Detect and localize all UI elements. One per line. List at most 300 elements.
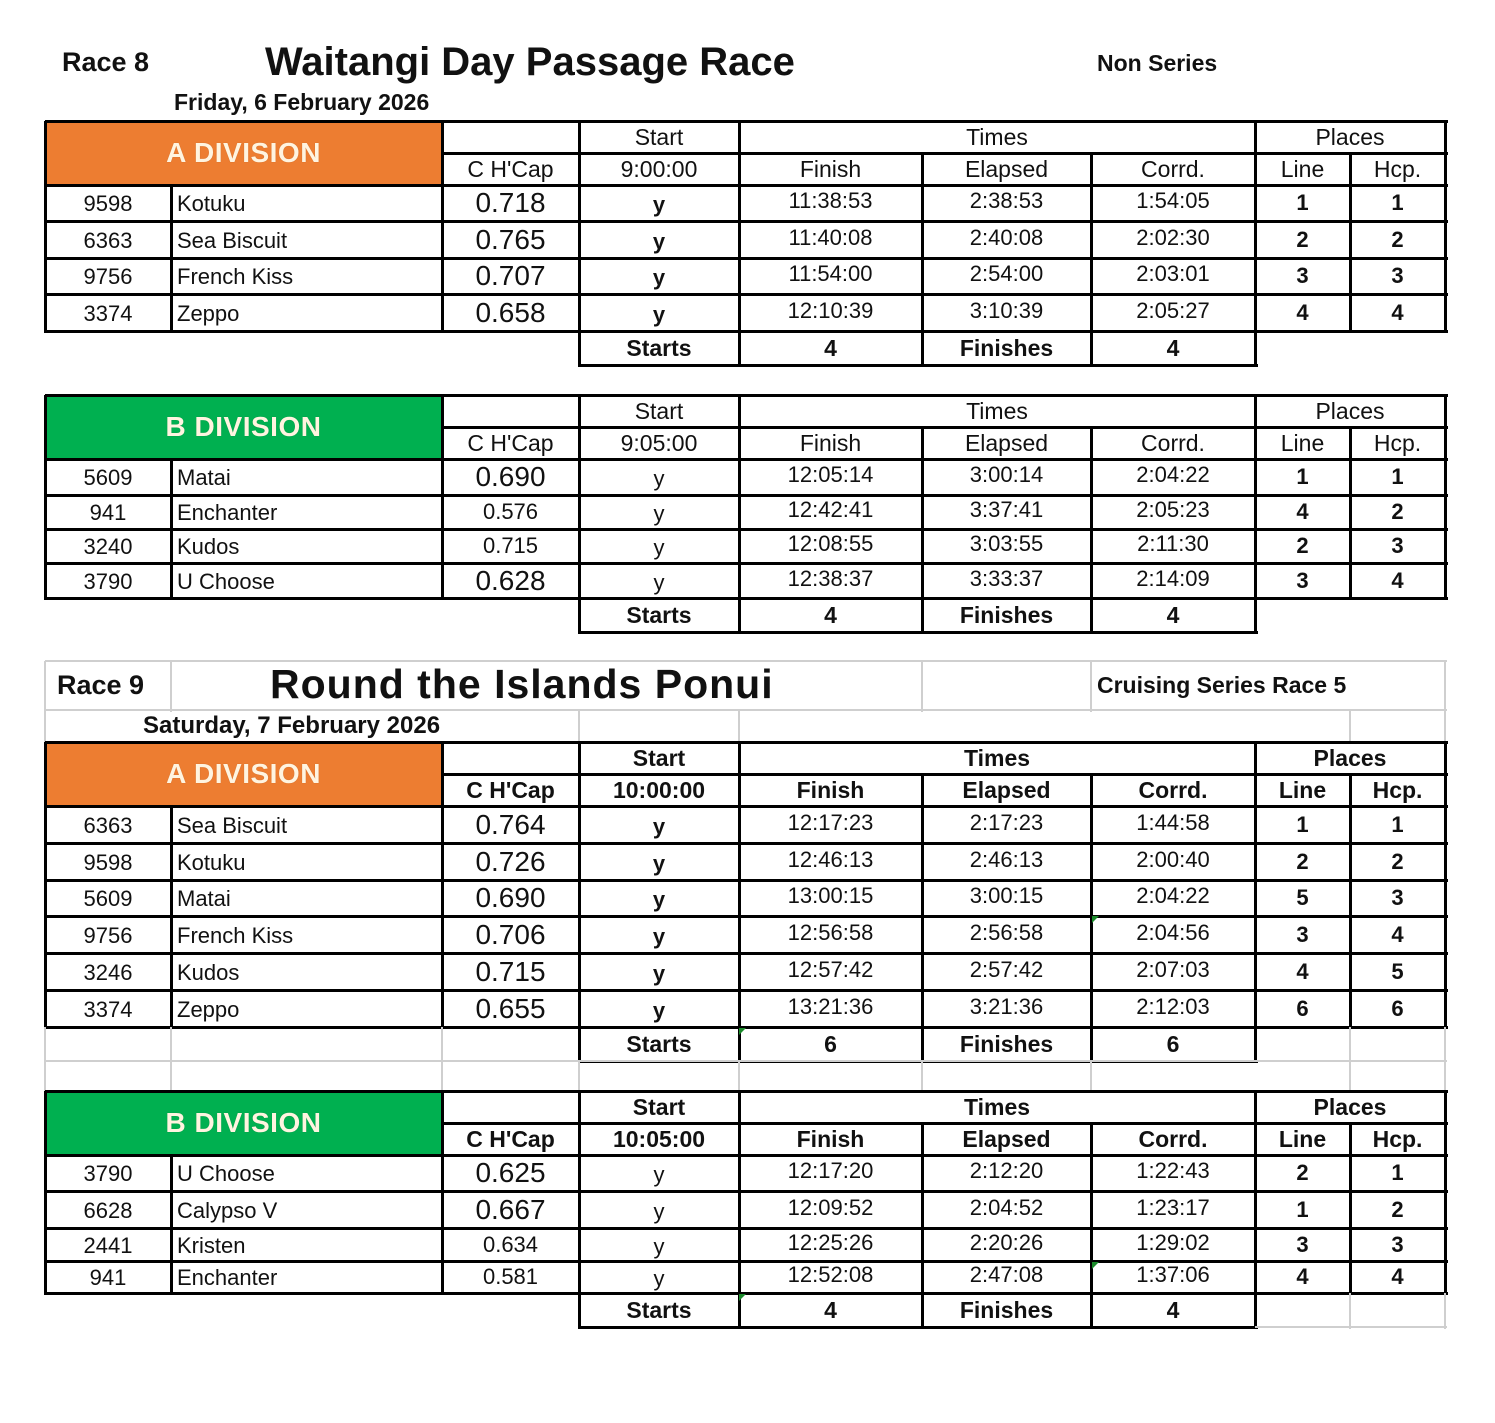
rule <box>1444 806 1447 845</box>
line-place: 1 <box>1296 1196 1309 1222</box>
rule <box>1254 880 1257 918</box>
rule <box>738 843 741 882</box>
rule <box>170 953 173 992</box>
rule <box>1349 495 1352 531</box>
sail-number: 9756 <box>83 264 133 289</box>
rule <box>1349 1155 1352 1193</box>
rule <box>44 1091 47 1157</box>
times-header: Times <box>963 1093 1031 1120</box>
rule <box>45 741 1448 744</box>
finish-time: 12:57:42 <box>787 956 874 982</box>
line-header: Line <box>1278 1125 1327 1152</box>
chcap-value: 0.706 <box>475 918 546 950</box>
rule <box>1254 1155 1257 1193</box>
started-flag: y <box>652 192 666 217</box>
rule <box>170 258 173 296</box>
rule <box>1349 427 1352 461</box>
rule <box>1349 990 1352 1029</box>
finish-time: 12:56:58 <box>787 919 874 945</box>
rule <box>1090 806 1093 845</box>
finish-time: 12:25:26 <box>787 1229 874 1255</box>
race-date: Friday, 6 February 2026 <box>174 89 430 115</box>
finish-time: 13:21:36 <box>787 993 874 1019</box>
rule <box>921 529 924 565</box>
started-flag: y <box>652 887 666 912</box>
start-header: Start <box>632 744 686 771</box>
corrected-header: Corrd. <box>1141 155 1205 182</box>
rule <box>578 953 581 992</box>
started-flag: y <box>653 535 665 560</box>
rule <box>441 185 444 223</box>
rule <box>45 1090 1448 1093</box>
corrected-header: Corrd. <box>1138 1125 1208 1152</box>
rule <box>1349 153 1352 187</box>
grid-line <box>170 661 172 712</box>
corrected-header: Corrd. <box>1141 429 1205 456</box>
rule <box>1349 880 1352 918</box>
finishes-label: Finishes <box>959 1296 1054 1323</box>
boat-name: French Kiss <box>177 922 294 948</box>
rule <box>738 598 741 634</box>
started-flag: y <box>653 1266 665 1291</box>
rule <box>441 806 444 845</box>
rule <box>1349 563 1352 600</box>
started-flag: y <box>653 466 665 491</box>
grid-line <box>1090 1061 1092 1093</box>
elapsed-time: 2:57:42 <box>969 956 1044 982</box>
chcap-value: 0.655 <box>475 992 546 1024</box>
started-flag: y <box>653 501 665 526</box>
rule <box>170 1155 173 1193</box>
rule <box>1349 459 1352 497</box>
rule <box>1254 258 1257 296</box>
rule <box>578 598 581 634</box>
line-place: 2 <box>1296 533 1309 558</box>
finish-time: 12:05:14 <box>787 462 874 487</box>
places-header: Places <box>1315 123 1385 150</box>
rule <box>578 185 581 223</box>
hcp-place: 3 <box>1391 885 1404 910</box>
rule <box>1349 806 1352 845</box>
rule <box>441 742 444 808</box>
rule <box>738 1261 741 1295</box>
comment-marker-icon <box>739 1028 746 1035</box>
rule <box>1254 598 1257 634</box>
a_division-banner: A DIVISION <box>45 742 442 806</box>
finishes-count: 6 <box>1166 1030 1180 1057</box>
rule <box>1254 459 1257 497</box>
rule <box>1444 1155 1447 1193</box>
rule <box>44 953 47 992</box>
rule <box>1444 221 1447 260</box>
sail-number: 3790 <box>83 1161 133 1186</box>
elapsed-header: Elapsed <box>964 429 1049 456</box>
elapsed-time: 3:37:41 <box>969 497 1044 522</box>
started-flag: y <box>653 569 665 595</box>
elapsed-time: 3:00:15 <box>969 883 1044 908</box>
elapsed-header: Elapsed <box>962 1125 1051 1152</box>
grid-line <box>921 661 923 712</box>
rule <box>441 121 444 187</box>
rule <box>1444 395 1447 461</box>
comment-marker-icon <box>739 1294 746 1301</box>
elapsed-time: 3:21:36 <box>969 993 1044 1019</box>
hcp-header: Hcp. <box>1372 1125 1423 1152</box>
rule <box>578 1228 581 1263</box>
line-place: 2 <box>1296 1160 1309 1185</box>
boat-name: Kotuku <box>177 849 246 875</box>
started-flag: y <box>652 997 666 1023</box>
rule <box>579 364 1258 367</box>
times-header: Times <box>966 123 1028 150</box>
grid-line <box>1444 661 1446 744</box>
rule <box>921 185 924 223</box>
started-flag: y <box>653 1162 665 1187</box>
rule <box>1090 529 1093 565</box>
line-header: Line <box>1280 155 1325 182</box>
chcap-value: 0.726 <box>475 845 546 877</box>
rule <box>738 742 741 808</box>
rule <box>738 185 741 223</box>
elapsed-time: 2:46:13 <box>969 846 1044 872</box>
rule <box>1444 880 1447 918</box>
sail-number: 941 <box>89 500 127 525</box>
rule <box>578 221 581 260</box>
rule <box>921 221 924 260</box>
boat-name: Enchanter <box>177 1265 278 1290</box>
corrected-time: 2:00:40 <box>1136 846 1210 872</box>
rule <box>738 121 741 187</box>
finish-header: Finish <box>796 1125 865 1152</box>
rule <box>1090 495 1093 531</box>
grid-line <box>578 1061 580 1093</box>
started-flag: y <box>653 1233 665 1259</box>
start-time: 9:00:00 <box>620 155 698 182</box>
rule <box>1444 258 1447 296</box>
rule <box>578 916 581 955</box>
boat-name: Sea Biscuit <box>177 227 288 253</box>
finish-header: Finish <box>799 155 862 182</box>
elapsed-time: 2:47:08 <box>969 1262 1044 1287</box>
sail-number: 3240 <box>83 534 133 559</box>
finish-time: 13:00:15 <box>787 883 874 908</box>
grid-line <box>45 1060 581 1062</box>
rule <box>1090 185 1093 223</box>
line-place: 4 <box>1296 958 1309 984</box>
rule <box>738 529 741 565</box>
line-place: 3 <box>1296 1231 1309 1257</box>
rule <box>1444 990 1447 1029</box>
started-flag: y <box>652 813 666 839</box>
sail-number: 5609 <box>83 886 133 911</box>
start-time: 10:05:00 <box>612 1125 706 1152</box>
rule <box>1254 185 1257 223</box>
chcap-value: 0.576 <box>482 499 539 524</box>
boat-name: Zeppo <box>177 300 240 326</box>
times-header: Times <box>963 744 1031 771</box>
started-flag: y <box>652 228 666 254</box>
rule <box>1254 495 1257 531</box>
rule <box>579 631 1258 634</box>
hcp-place: 4 <box>1391 921 1404 947</box>
rule <box>441 1091 444 1157</box>
rule <box>1090 427 1093 461</box>
elapsed-time: 3:03:55 <box>969 531 1044 556</box>
sail-number: 3374 <box>83 996 133 1022</box>
boat-name: Kudos <box>177 959 240 985</box>
rule <box>1254 529 1257 565</box>
sail-number: 941 <box>89 1265 127 1290</box>
rule <box>1254 953 1257 992</box>
rule <box>44 806 47 845</box>
rule <box>921 1261 924 1295</box>
rule <box>1254 990 1257 1029</box>
sail-number: 6628 <box>83 1197 133 1223</box>
grid-line <box>170 1027 172 1093</box>
start-header: Start <box>632 1093 686 1120</box>
finish-time: 11:38:53 <box>788 188 873 213</box>
rule <box>1090 1155 1093 1193</box>
finishes-label: Finishes <box>959 334 1054 361</box>
corrected-time: 2:12:03 <box>1136 993 1210 1019</box>
started-flag: y <box>652 301 666 327</box>
line-header: Line <box>1278 776 1327 803</box>
rule <box>441 953 444 992</box>
grid-line <box>1090 661 1092 712</box>
rule <box>1444 1261 1447 1295</box>
corrected-time: 2:05:23 <box>1136 497 1210 522</box>
grid-line <box>921 1061 923 1093</box>
corrected-time: 1:54:05 <box>1136 188 1210 213</box>
rule <box>1349 529 1352 565</box>
start-time: 10:00:00 <box>612 776 706 803</box>
grid-line <box>44 1027 46 1093</box>
line-place: 3 <box>1296 567 1309 593</box>
chcap-value: 0.718 <box>475 187 546 218</box>
corrected-time: 1:37:06 <box>1136 1262 1210 1287</box>
hcp-place: 4 <box>1391 567 1404 593</box>
rule <box>170 1228 173 1263</box>
corrected-time: 2:11:30 <box>1137 531 1209 556</box>
rule <box>441 294 444 333</box>
hcp-place: 6 <box>1391 995 1404 1021</box>
rule <box>441 1191 444 1230</box>
rule <box>1349 1123 1352 1157</box>
elapsed-time: 2:12:20 <box>969 1158 1044 1183</box>
rule <box>738 294 741 333</box>
finishes-label: Finishes <box>959 1030 1054 1057</box>
finish-time: 11:40:08 <box>788 224 873 250</box>
rule <box>1254 563 1257 600</box>
finish-time: 12:52:08 <box>787 1262 874 1287</box>
rule <box>578 742 581 808</box>
corrected-time: 2:03:01 <box>1136 261 1210 286</box>
line-place: 3 <box>1296 921 1309 947</box>
rule <box>170 806 173 845</box>
finish-time: 12:42:41 <box>787 497 874 522</box>
started-flag: y <box>653 1198 665 1224</box>
chcap-value: 0.690 <box>475 882 546 913</box>
started-flag: y <box>652 923 666 949</box>
rule <box>578 1293 581 1329</box>
boat-name: U Choose <box>177 568 275 594</box>
rule <box>44 529 47 565</box>
b_division-banner: B DIVISION <box>45 1091 442 1155</box>
rule <box>1090 1191 1093 1230</box>
rule <box>170 459 173 497</box>
rule <box>1090 1027 1093 1063</box>
start-header: Start <box>634 397 684 424</box>
rule <box>1349 1261 1352 1295</box>
line-place: 6 <box>1296 995 1309 1021</box>
rule <box>578 294 581 333</box>
line-place: 4 <box>1296 499 1309 524</box>
comment-marker-icon <box>1092 916 1099 923</box>
rule <box>738 953 741 992</box>
boat-name: Matai <box>177 886 231 911</box>
line-place: 5 <box>1296 885 1309 910</box>
chcap-value: 0.715 <box>482 533 539 558</box>
corrected-time: 2:14:09 <box>1136 565 1210 591</box>
line-place: 3 <box>1296 263 1309 288</box>
rule <box>921 953 924 992</box>
rule <box>1349 294 1352 333</box>
starts-count: 4 <box>824 1296 837 1323</box>
rule <box>921 843 924 882</box>
rule <box>44 916 47 955</box>
sail-number: 9598 <box>83 849 133 875</box>
boat-name: Zeppo <box>177 996 240 1022</box>
starts-count: 6 <box>824 1030 837 1057</box>
rule <box>1254 221 1257 260</box>
rule <box>1254 916 1257 955</box>
chcap-value: 0.634 <box>482 1231 539 1257</box>
sail-number: 2441 <box>83 1232 133 1258</box>
rule <box>1349 774 1352 808</box>
grid-line <box>44 661 46 744</box>
rule <box>441 843 444 882</box>
rule <box>921 1155 924 1193</box>
rule <box>441 1155 444 1193</box>
rule <box>1254 806 1257 845</box>
rule <box>44 1261 47 1295</box>
rule <box>738 258 741 296</box>
line-place: 1 <box>1296 811 1309 837</box>
rule <box>44 258 47 296</box>
line-place: 2 <box>1296 848 1309 874</box>
chcap-value: 0.667 <box>475 1193 546 1225</box>
rule <box>441 395 444 461</box>
rule <box>738 563 741 600</box>
rule <box>44 563 47 600</box>
sail-number: 3790 <box>83 568 133 594</box>
started-flag: y <box>652 960 666 986</box>
rule <box>441 990 444 1029</box>
grid-line <box>738 710 740 744</box>
places-header: Places <box>1315 397 1385 424</box>
rule <box>44 294 47 333</box>
elapsed-time: 2:38:53 <box>969 188 1044 213</box>
rule <box>921 774 924 808</box>
rule <box>1349 1228 1352 1263</box>
corrected-time: 2:07:03 <box>1136 956 1210 982</box>
rule <box>921 598 924 634</box>
rule <box>1090 459 1093 497</box>
hcp-place: 3 <box>1391 1231 1404 1257</box>
rule <box>44 395 47 461</box>
rule <box>738 459 741 497</box>
grid-line <box>441 1027 443 1093</box>
rule <box>921 1293 924 1329</box>
rule <box>578 459 581 497</box>
rule <box>1254 1091 1257 1157</box>
rule <box>738 221 741 260</box>
chcap-header: C H'Cap <box>466 1125 555 1152</box>
rule <box>1254 331 1257 367</box>
series-label: Cruising Series Race 5 <box>1097 672 1347 698</box>
boat-name: Kotuku <box>177 191 246 216</box>
rule <box>45 394 1448 397</box>
rule <box>578 563 581 600</box>
corrected-time: 1:44:58 <box>1136 809 1210 835</box>
corrected-time: 2:04:56 <box>1136 919 1210 945</box>
places-header: Places <box>1313 1093 1387 1120</box>
rule <box>1444 742 1447 808</box>
starts-count: 4 <box>824 334 837 361</box>
rule <box>44 121 47 187</box>
finish-time: 12:10:39 <box>787 297 874 323</box>
chcap-header: C H'Cap <box>467 155 554 182</box>
rule <box>921 495 924 531</box>
hcp-place: 3 <box>1391 533 1404 558</box>
starts-label: Starts <box>626 334 692 361</box>
rule <box>441 258 444 296</box>
rule <box>738 331 741 367</box>
start-time: 9:05:00 <box>620 429 698 456</box>
rule <box>921 1228 924 1263</box>
rule <box>738 395 741 461</box>
rule <box>1090 598 1093 634</box>
boat-name: Kudos <box>177 534 240 559</box>
rule <box>578 1261 581 1295</box>
rule <box>170 843 173 882</box>
grid-line <box>1444 1027 1446 1093</box>
rule <box>44 1191 47 1230</box>
times-header: Times <box>966 397 1028 424</box>
rule <box>1090 1228 1093 1263</box>
rule <box>441 221 444 260</box>
boat-name: Sea Biscuit <box>177 812 288 838</box>
corrected-time: 2:04:22 <box>1136 883 1210 908</box>
chcap-value: 0.625 <box>475 1157 546 1188</box>
rule <box>578 843 581 882</box>
elapsed-time: 2:54:00 <box>969 261 1044 286</box>
grid-line <box>1255 1326 1447 1328</box>
rule <box>738 495 741 531</box>
rule <box>1349 953 1352 992</box>
chcap-value: 0.765 <box>475 223 546 255</box>
grid-line <box>1444 1293 1446 1329</box>
started-flag: y <box>652 265 666 290</box>
rule <box>1254 294 1257 333</box>
b_division-banner: B DIVISION <box>45 395 442 459</box>
rule <box>1090 880 1093 918</box>
line-place: 1 <box>1296 190 1309 215</box>
rule <box>1254 1027 1257 1063</box>
rule <box>441 916 444 955</box>
rule <box>1444 495 1447 531</box>
rule <box>44 459 47 497</box>
